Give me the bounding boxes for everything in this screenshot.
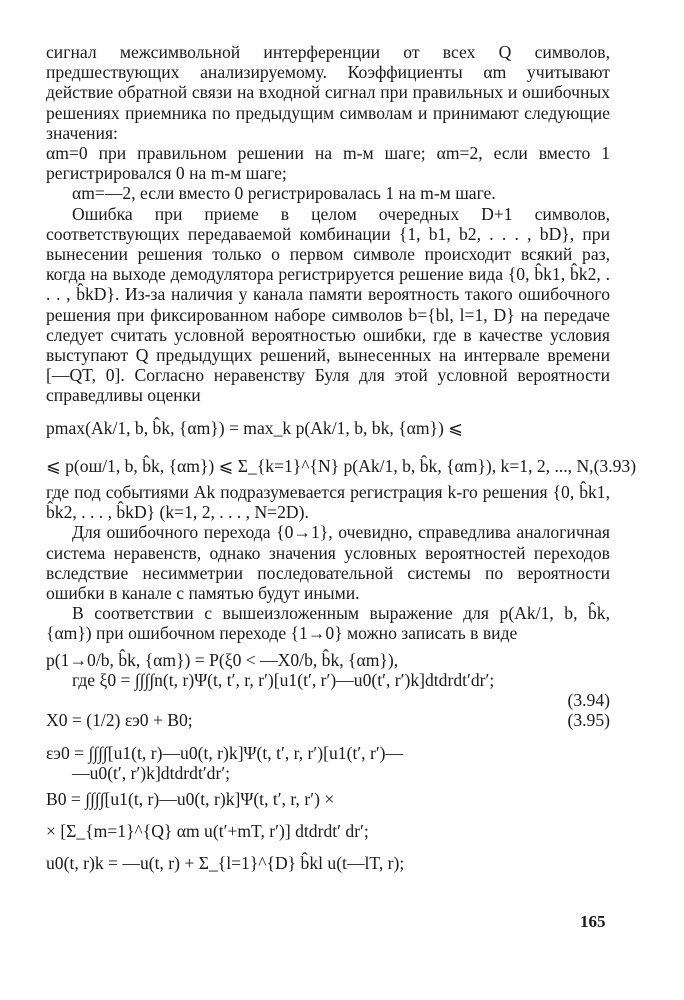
equation-b0-line-2: × [Σ_{m=1}^{Q} αm u(t′+mT, r′)] dtdrdt′ dr′; (46, 821, 369, 842)
equation-number-3-94: (3.94) (567, 690, 610, 711)
paragraph-events: где под событиями Ak подразумевается регистрация k-го решения {0, b̂k1, b̂k2, . . . , b̂kD} (k=1, 2, . . . , N=2D). (46, 482, 610, 523)
equation-3-94-prob: p(1→0/b, b̂k, {αm}) = P(ξ0 < —X0/b, b̂k, {αm}), (46, 649, 399, 670)
paragraph-accordance: В соответствии с вышеизложенным выражение для p(Ak/1, b, b̂k, {αm}) при ошибочном переходе {1→0} можно записать в виде (46, 603, 610, 644)
equation-u0: u0(t, r)k = —u(t, r) + Σ_{l=1}^{D} b̂kl u(t—lT, r); (46, 853, 405, 874)
equation-3-94-xi: где ξ0 = ∫∫∫∫n(t, r)Ψ(t, t′, r, r′)[u1(t′, r′)—u0(t′, r′)k]dtdrdt′dr′; (72, 669, 495, 690)
page-number: 165 (580, 912, 606, 931)
paragraph-transition: Для ошибочного перехода {0→1}, очевидно, справедлива аналогичная система неравенств, однако значения условных вероятностей переходов вследствие несимметрии последовательной системы по вероятности ошибки в канале с памятью будут иными. (46, 522, 610, 604)
equation-number-3-95: (3.95) (567, 710, 610, 731)
equation-3-93-line-1: pmax(Ak/1, b, b̂k, {αm}) = max_k p(Ak/1, b, bk, {αm}) ⩽ (46, 417, 463, 438)
book-page (46, 42, 637, 874)
paragraph-error: Ошибка при приеме в целом очередных D+1 символов, соответствующих передаваемой комбинации {1, b1, b2, . . . , bD}, при вынесении решения только о первом символе происходит всякий раз, когда на выходе демодулятора регистрируется решение вида {0, b̂k1, b̂k2, . . . , b̂kD}. Из-за наличия у канала памяти вероятность такого ошибочного решения при фиксированном наборе символов b={bl, l=1, D} на передаче следует считать условной вероятностью ошибки, где в качестве условия выступают Q предыдущих решений, вынесенных на интервале времени [—QT, 0]. Согласно неравенству Буля для этой условной вероятности справедливы оценки (46, 203, 611, 406)
equation-3-93-row (46, 455, 637, 476)
equation-3-95: X0 = (1/2) εэ0 + B0; (46, 710, 193, 731)
paragraph-alpha-minus: αm=—2, если вместо 0 регистрировалась 1 на m-м шаге. (72, 183, 496, 204)
equation-energy-line-2: —u0(t′, r′)k]dtdrdt′dr′; (72, 762, 231, 783)
paragraph-alpha-values: αm=0 при правильном решении на m-м шаге; αm=2, если вместо 1 регистрировался 0 на m-м шаге; (46, 143, 610, 184)
equation-3-95-row (46, 710, 610, 730)
equation-b0-line-1: B0 = ∫∫∫∫[u1(t, r)—u0(t, r)k]Ψ(t, t′, r, r′) × (46, 788, 335, 809)
equation-energy-line-1: εэ0 = ∫∫∫∫[u1(t, r)—u0(t, r)k]Ψ(t, t′, r, r′)[u1(t′, r′)— (46, 742, 404, 763)
equation-3-93-line-2: ⩽ p(ош/1, b, b̂k, {αm}) ⩽ Σ_{k=1}^{N} p(Ak/1, b, b̂k, {αm}), k=1, 2, ..., N, (46, 455, 594, 476)
equation-number-3-93: (3.93) (593, 455, 637, 476)
paragraph-intro: сигнал межсимвольной интерференции от всех Q символов, предшествующих анализируемому. Коэффициенты αm учитывают действие обратной связи на входной сигнал при правильных и ошибочных решениях приемника по предыдущим символам и принимают следующие значения: (46, 42, 610, 143)
